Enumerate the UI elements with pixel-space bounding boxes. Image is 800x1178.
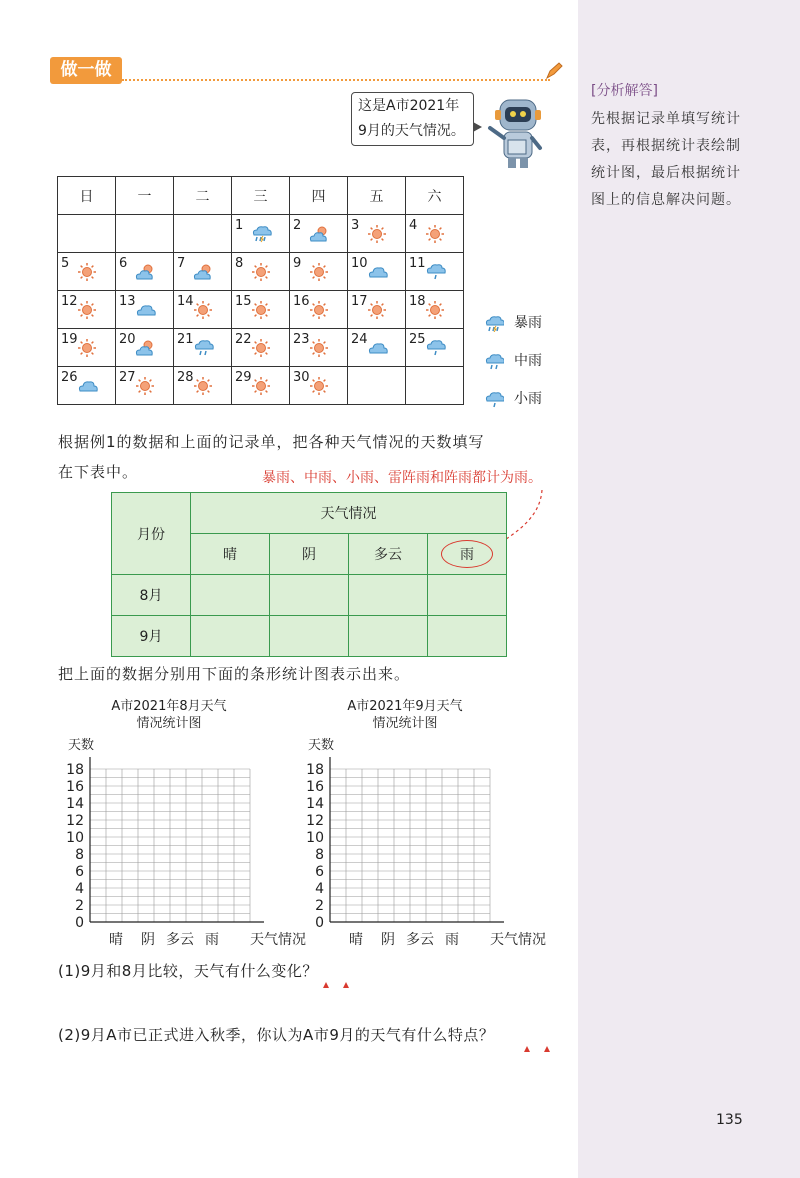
y-tick-label: 14 — [66, 796, 84, 812]
day-number: 23 — [293, 332, 310, 347]
analysis-title: [分析解答] — [591, 83, 658, 99]
cell-aug-sunny[interactable] — [191, 575, 270, 616]
day-number: 12 — [61, 294, 78, 309]
y-tick-label: 8 — [75, 847, 84, 863]
day-number: 11 — [409, 256, 426, 271]
day-number: 16 — [293, 294, 310, 309]
calendar-day-cell — [290, 329, 348, 367]
storm-weather-icon — [251, 224, 273, 244]
calendar-week-row — [58, 367, 464, 405]
sun-weather-icon — [425, 224, 447, 244]
weather-calendar — [57, 176, 464, 405]
cell-aug-overcast[interactable] — [270, 575, 349, 616]
calendar-day-cell — [58, 215, 116, 253]
calendar-day-cell — [290, 215, 348, 253]
chart-sep-title-line-1: A市2021年9月天气 — [347, 699, 463, 714]
chart-aug-title-line-2: 情况统计图 — [136, 716, 202, 731]
instruction-bar-chart: 把上面的数据分别用下面的条形统计图表示出来。 — [58, 665, 411, 683]
day-number: 4 — [409, 218, 418, 233]
cell-sep-rain[interactable] — [428, 616, 507, 657]
moderate-rain-icon — [484, 352, 504, 370]
y-tick-label: 4 — [315, 881, 324, 897]
legend-item-light — [484, 388, 542, 408]
day-number: 20 — [119, 332, 136, 347]
day-number: 24 — [351, 332, 368, 347]
robot-icon — [486, 96, 552, 170]
day-number: 19 — [61, 332, 78, 347]
calendar-day-cell — [348, 253, 406, 291]
sun-weather-icon — [309, 300, 331, 320]
y-tick-label: 16 — [66, 779, 84, 795]
y-tick-label: 18 — [66, 762, 84, 778]
x-category-label: 晴 — [349, 932, 363, 948]
weekday-header: 四 — [290, 177, 348, 215]
day-number: 25 — [409, 332, 426, 347]
sun-weather-icon — [251, 262, 273, 282]
calendar-day-cell — [116, 367, 174, 405]
sun-weather-icon — [251, 300, 273, 320]
sun-weather-icon — [193, 300, 215, 320]
instruction-line-1: 根据例1的数据和上面的记录单，把各种天气情况的天数填写 — [58, 433, 485, 451]
y-tick-label: 2 — [315, 898, 324, 914]
col-cloudy: 多云 — [349, 534, 428, 575]
calendar-day-cell — [348, 367, 406, 405]
chart-sep — [300, 752, 560, 952]
day-number: 3 — [351, 218, 360, 233]
calendar-day-cell — [348, 329, 406, 367]
x-category-label: 晴 — [109, 932, 123, 948]
calendar-day-cell — [58, 253, 116, 291]
day-number: 7 — [177, 256, 186, 271]
sun-weather-icon — [77, 338, 99, 358]
calendar-day-cell — [406, 215, 464, 253]
sun-weather-icon — [367, 300, 389, 320]
chart-aug — [60, 752, 320, 952]
calendar-week-row — [58, 291, 464, 329]
y-tick-label: 12 — [66, 813, 84, 829]
chart-aug-title-line-1: A市2021年8月天气 — [111, 699, 227, 714]
weather-group-header: 天气情况 — [191, 493, 507, 534]
y-tick-label: 6 — [315, 864, 324, 880]
calendar-header-row — [58, 177, 464, 215]
legend-item-storm — [484, 312, 542, 332]
y-tick-label: 4 — [75, 881, 84, 897]
calendar-day-cell — [58, 329, 116, 367]
storm-rain-icon — [484, 314, 504, 332]
day-number: 29 — [235, 370, 252, 385]
calendar-day-cell — [232, 367, 290, 405]
sun-weather-icon — [309, 338, 331, 358]
day-number: 1 — [235, 218, 244, 233]
calendar-day-cell — [174, 291, 232, 329]
calendar-day-cell — [290, 253, 348, 291]
y-tick-label: 2 — [75, 898, 84, 914]
day-number: 28 — [177, 370, 194, 385]
y-tick-label: 14 — [306, 796, 324, 812]
sun-weather-icon — [367, 224, 389, 244]
calendar-day-cell — [174, 329, 232, 367]
day-number: 5 — [61, 256, 70, 271]
legend-label-moderate: 中雨 — [514, 353, 542, 369]
rain-circle: 雨 — [441, 540, 493, 568]
legend-label-storm: 暴雨 — [514, 315, 542, 331]
rain-note: 暴雨、中雨、小雨、雷阵雨和阵雨都计为雨。 — [262, 470, 542, 486]
weekday-header: 六 — [406, 177, 464, 215]
col-rain — [428, 534, 507, 575]
y-tick-label: 10 — [66, 830, 84, 846]
month-header: 月份 — [112, 493, 191, 575]
question-1: (1)9月和8月比较，天气有什么变化？ — [58, 962, 318, 980]
page-number: 135 — [716, 1112, 743, 1128]
calendar-day-cell — [58, 291, 116, 329]
x-category-label: 阴 — [381, 932, 395, 948]
calendar-week-row — [58, 215, 464, 253]
y-tick-label: 12 — [306, 813, 324, 829]
partly-weather-icon — [193, 262, 215, 282]
day-number: 10 — [351, 256, 368, 271]
calendar-day-cell — [232, 291, 290, 329]
chart-sep-title-line-2: 情况统计图 — [372, 716, 438, 731]
section-tag: 做一做 — [50, 57, 122, 84]
sun-weather-icon — [251, 338, 273, 358]
chart-sep-ylabel: 天数 — [308, 738, 335, 753]
sun-weather-icon — [309, 262, 331, 282]
cloud-weather-icon — [77, 376, 99, 396]
calendar-week-row — [58, 253, 464, 291]
light-weather-icon — [425, 338, 447, 358]
y-tick-label: 16 — [306, 779, 324, 795]
cell-aug-rain[interactable] — [428, 575, 507, 616]
chart-aug-ylabel: 天数 — [68, 738, 95, 753]
sun-weather-icon — [135, 376, 157, 396]
sun-weather-icon — [77, 300, 99, 320]
calendar-day-cell — [406, 367, 464, 405]
day-number: 22 — [235, 332, 252, 347]
partly-weather-icon — [309, 224, 331, 244]
calendar-day-cell — [174, 215, 232, 253]
legend-label-light: 小雨 — [514, 391, 542, 407]
pencil-icon — [545, 62, 563, 80]
moderate-weather-icon — [193, 338, 215, 358]
chart-aug-title — [74, 698, 264, 732]
x-category-label: 阴 — [141, 932, 155, 948]
cloud-weather-icon — [367, 338, 389, 358]
partly-weather-icon — [135, 262, 157, 282]
day-number: 17 — [351, 294, 368, 309]
weekday-header: 五 — [348, 177, 406, 215]
bubble-line-1: 这是A市2021年 — [358, 98, 460, 114]
calendar-day-cell — [232, 329, 290, 367]
y-tick-label: 10 — [306, 830, 324, 846]
calendar-day-cell — [290, 367, 348, 405]
calendar-day-cell — [116, 291, 174, 329]
col-sunny: 晴 — [191, 534, 270, 575]
day-number: 15 — [235, 294, 252, 309]
x-category-label: 雨 — [205, 932, 219, 948]
calendar-day-cell — [174, 253, 232, 291]
partly-weather-icon — [135, 338, 157, 358]
calendar-day-cell — [58, 367, 116, 405]
day-number: 9 — [293, 256, 302, 271]
light-weather-icon — [425, 262, 447, 282]
sun-weather-icon — [251, 376, 273, 396]
day-number: 30 — [293, 370, 310, 385]
calendar-day-cell — [290, 291, 348, 329]
bubble-tail — [473, 122, 482, 132]
col-overcast: 阴 — [270, 534, 349, 575]
calendar-day-cell — [174, 367, 232, 405]
day-number: 18 — [409, 294, 426, 309]
sun-weather-icon — [193, 376, 215, 396]
analysis-text: 先根据记录单填写统计表，再根据统计表绘制统计图，最后根据统计图上的信息解决问题。 — [591, 111, 741, 208]
row-august: 8月 — [112, 575, 191, 616]
cloud-weather-icon — [135, 300, 157, 320]
question-2: (2)9月A市已正式进入秋季，你认为A市9月的天气有什么特点？ — [58, 1026, 495, 1044]
weather-count-table — [111, 492, 507, 657]
sun-weather-icon — [425, 300, 447, 320]
calendar-day-cell — [406, 291, 464, 329]
weekday-header: 日 — [58, 177, 116, 215]
calendar-day-cell — [406, 329, 464, 367]
sun-weather-icon — [309, 376, 331, 396]
cell-sep-overcast[interactable] — [270, 616, 349, 657]
calendar-day-cell — [348, 291, 406, 329]
day-number: 6 — [119, 256, 128, 271]
calendar-day-cell — [116, 253, 174, 291]
calendar-week-row — [58, 329, 464, 367]
calendar-day-cell — [348, 215, 406, 253]
day-number: 13 — [119, 294, 136, 309]
tag-divider — [122, 79, 550, 81]
y-tick-label: 8 — [315, 847, 324, 863]
day-number: 14 — [177, 294, 194, 309]
speech-bubble — [351, 92, 474, 146]
day-number: 27 — [119, 370, 136, 385]
y-tick-label: 0 — [315, 915, 324, 931]
x-category-label: 雨 — [445, 932, 459, 948]
cell-aug-cloudy[interactable] — [349, 575, 428, 616]
legend-item-moderate — [484, 350, 542, 370]
day-number: 21 — [177, 332, 194, 347]
day-number: 8 — [235, 256, 244, 271]
x-category-label: 多云 — [406, 932, 434, 948]
cloud-weather-icon — [367, 262, 389, 282]
y-tick-label: 18 — [306, 762, 324, 778]
light-rain-icon — [484, 390, 504, 408]
cell-sep-cloudy[interactable] — [349, 616, 428, 657]
calendar-day-cell — [232, 215, 290, 253]
calendar-day-cell — [406, 253, 464, 291]
weekday-header: 三 — [232, 177, 290, 215]
instruction-line-2: 在下表中。 — [58, 463, 139, 481]
x-category-label: 多云 — [166, 932, 194, 948]
weekday-header: 二 — [174, 177, 232, 215]
y-tick-label: 0 — [75, 915, 84, 931]
weekday-header: 一 — [116, 177, 174, 215]
emphasis-dots-1 — [318, 980, 358, 990]
row-september: 9月 — [112, 616, 191, 657]
x-axis-label: 天气情况 — [250, 932, 306, 948]
bubble-line-2: 9月的天气情况。 — [358, 123, 465, 139]
calendar-day-cell — [232, 253, 290, 291]
sun-weather-icon — [77, 262, 99, 282]
x-axis-label: 天气情况 — [490, 932, 546, 948]
day-number: 26 — [61, 370, 78, 385]
day-number: 2 — [293, 218, 302, 233]
emphasis-dots-2 — [520, 1044, 560, 1054]
calendar-day-cell — [116, 329, 174, 367]
y-tick-label: 6 — [75, 864, 84, 880]
calendar-day-cell — [116, 215, 174, 253]
chart-sep-title — [310, 698, 500, 732]
cell-sep-sunny[interactable] — [191, 616, 270, 657]
